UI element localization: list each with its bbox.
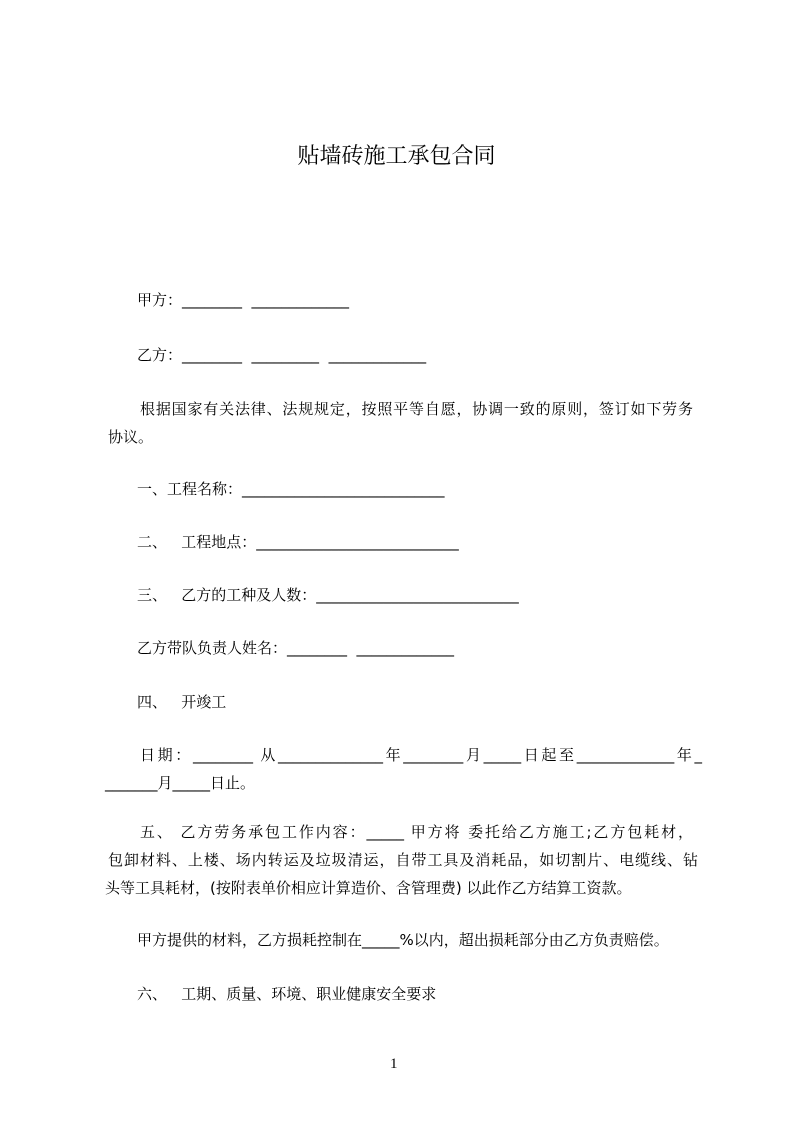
- project-location-line: 二、 工程地点：___________________________: [137, 533, 459, 551]
- project-name-line: 一、工程名称：___________________________: [137, 480, 445, 498]
- preamble-line-1: 根据国家有关法律、法规规定，按照平等自愿，协调一致的原则，签订如下劳务: [140, 400, 693, 418]
- dates-line-1: 日期：________ 从______________年________月_____日起至_____________年_: [140, 746, 702, 764]
- preamble-line-2: 协议。: [108, 428, 154, 446]
- dates-line-2: _______月_____日止。: [105, 774, 256, 792]
- work-content-line-1: 五、 乙方劳务承包工作内容：_____ 甲方将 委托给乙方施工;乙方包耗材，: [140, 823, 693, 841]
- party-a-line: 甲方：________ _____________: [137, 291, 350, 309]
- work-type-line: 三、 乙方的工种及人数：___________________________: [137, 586, 519, 604]
- party-b-line: 乙方：________ _________ _____________: [137, 346, 427, 364]
- material-loss-line: 甲方提供的材料，乙方损耗控制在_____%以内，超出损耗部分由乙方负责赔偿。: [137, 931, 669, 949]
- requirements-heading: 六、 工期、质量、环境、职业健康安全要求: [137, 985, 437, 1003]
- document-title: 贴墙砖施工承包合同: [297, 144, 496, 169]
- team-leader-line: 乙方带队负责人姓名：________ _____________: [137, 639, 455, 657]
- page-number: 1: [390, 1056, 398, 1072]
- start-completion-heading: 四、 开竣工: [137, 693, 227, 711]
- work-content-line-2: 包卸材料、上楼、场内转运及垃圾清运，自带工具及消耗品，如切割片、电缆线、钻: [108, 851, 698, 869]
- work-content-line-3: 头等工具耗材，(按附表单价相应计算造价、含管理费) 以此作乙方结算工资款。: [105, 879, 632, 897]
